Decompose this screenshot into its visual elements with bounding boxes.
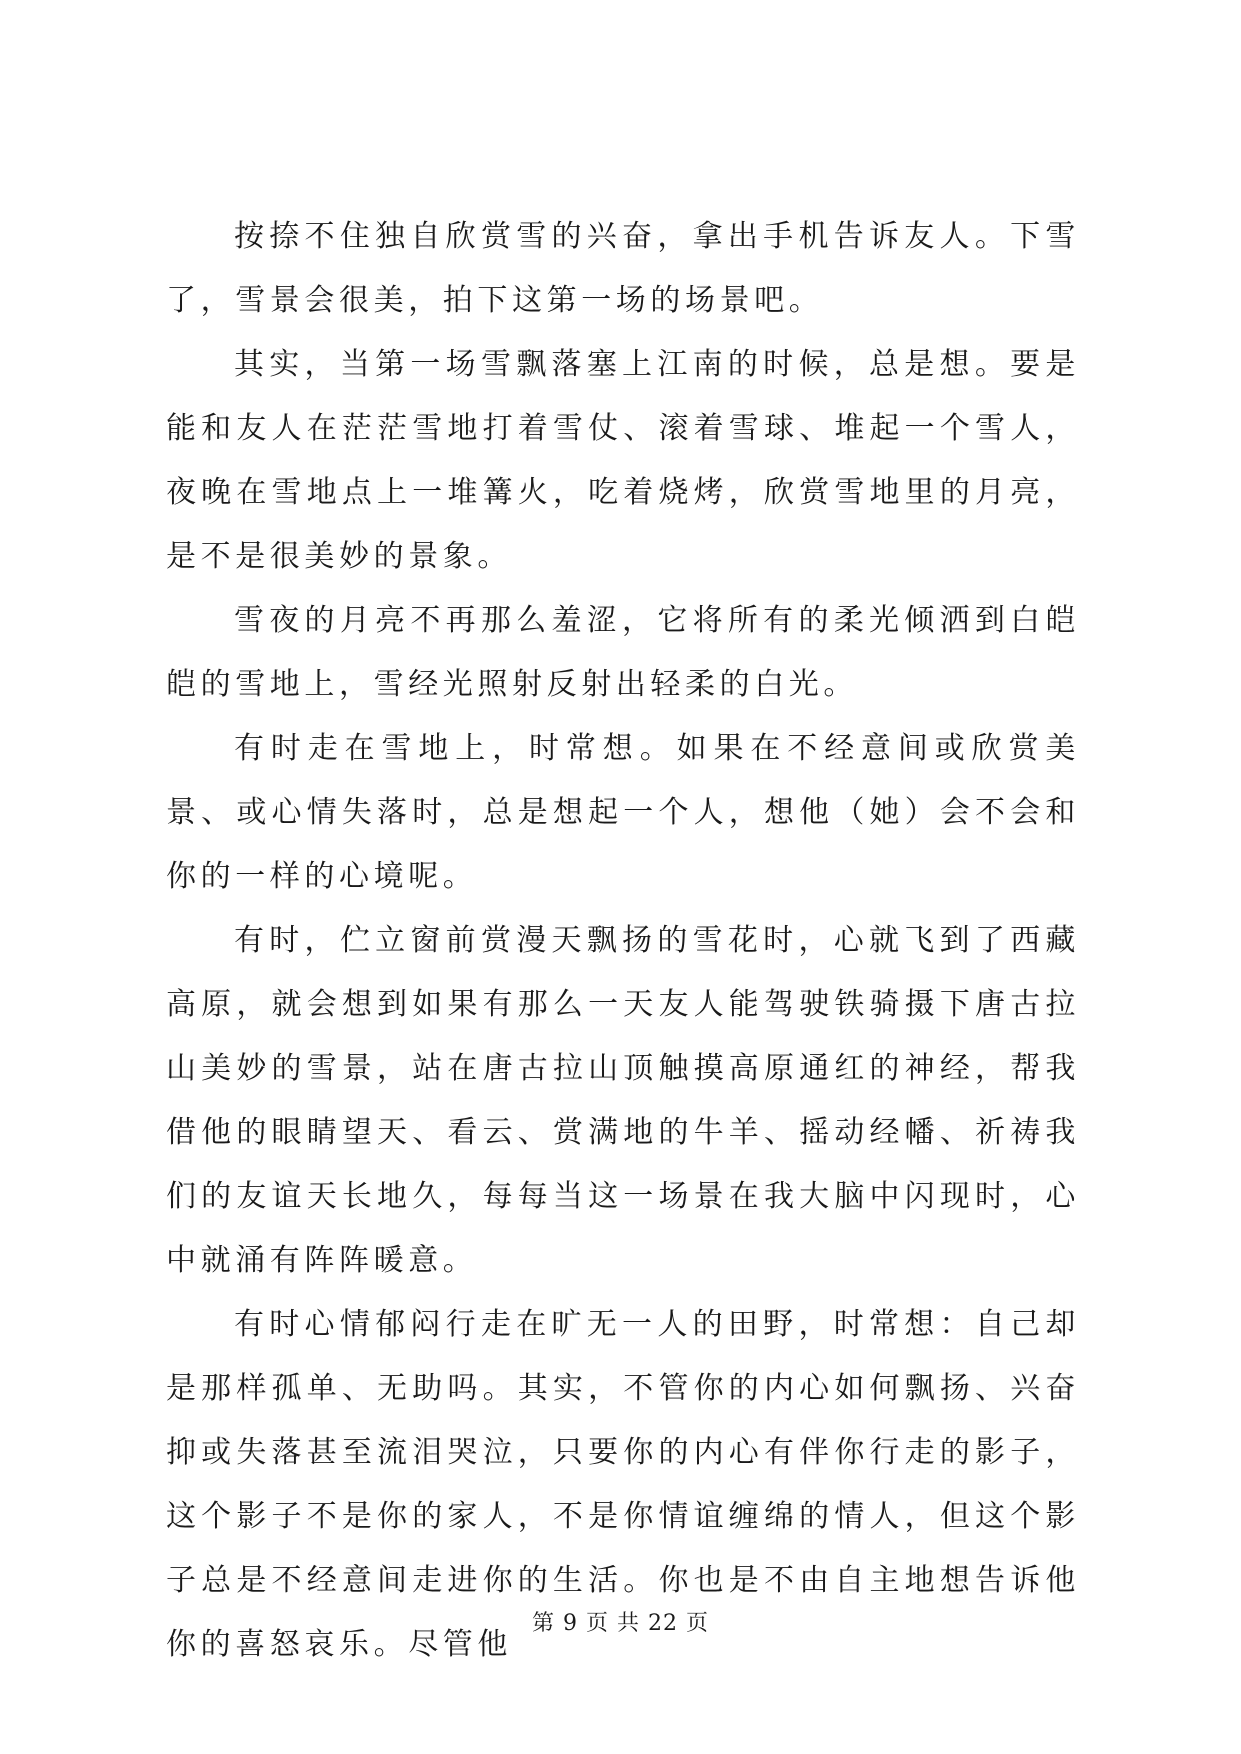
paragraph-3: 雪夜的月亮不再那么羞涩，它将所有的柔光倾洒到白皑皑的雪地上，雪经光照射反射出轻柔的白光。 [166, 603, 1080, 702]
paragraph-6: 有时心情郁闷行走在旷无一人的田野，时常想：自己却是那样孤单、无助吗。其实，不管你的内心如何飘扬、兴奋抑或失落甚至流泪哭泣，只要你的内心有伴你行走的影子，这个影子不是你的家人，不是你情谊缠绵的情人，但这个影子总是不经意间走进你的生活。你也是不由自主地想告诉他你的喜怒哀乐。尽管他 [166, 1307, 1080, 1662]
paragraph-5: 有时，伫立窗前赏漫天飘扬的雪花时，心就飞到了西藏高原，就会想到如果有那么一天友人能驾驶铁骑摄下唐古拉山美妙的雪景，站在唐古拉山顶触摸高原通红的神经，帮我借他的眼睛望天、看云、赏满地的牛羊、摇动经幡、祈祷我们的友谊天长地久，每每当这一场景在我大脑中闪现时，心中就涌有阵阵暖意。 [166, 923, 1080, 1278]
paragraph-1: 按捺不住独自欣赏雪的兴奋，拿出手机告诉友人。下雪了，雪景会很美，拍下这第一场的场景吧。 [166, 219, 1080, 318]
page-footer: 第 9 页 共 22 页 [532, 1611, 709, 1636]
paragraph-4: 有时走在雪地上，时常想。如果在不经意间或欣赏美景、或心情失落时，总是想起一个人，想他（她）会不会和你的一样的心境呢。 [166, 731, 1080, 894]
paragraph-2: 其实，当第一场雪飘落塞上江南的时候，总是想。要是能和友人在茫茫雪地打着雪仗、滚着雪球、堆起一个雪人，夜晚在雪地点上一堆篝火，吃着烧烤，欣赏雪地里的月亮，是不是很美妙的景象。 [166, 347, 1080, 574]
document-body [166, 205, 1080, 1677]
